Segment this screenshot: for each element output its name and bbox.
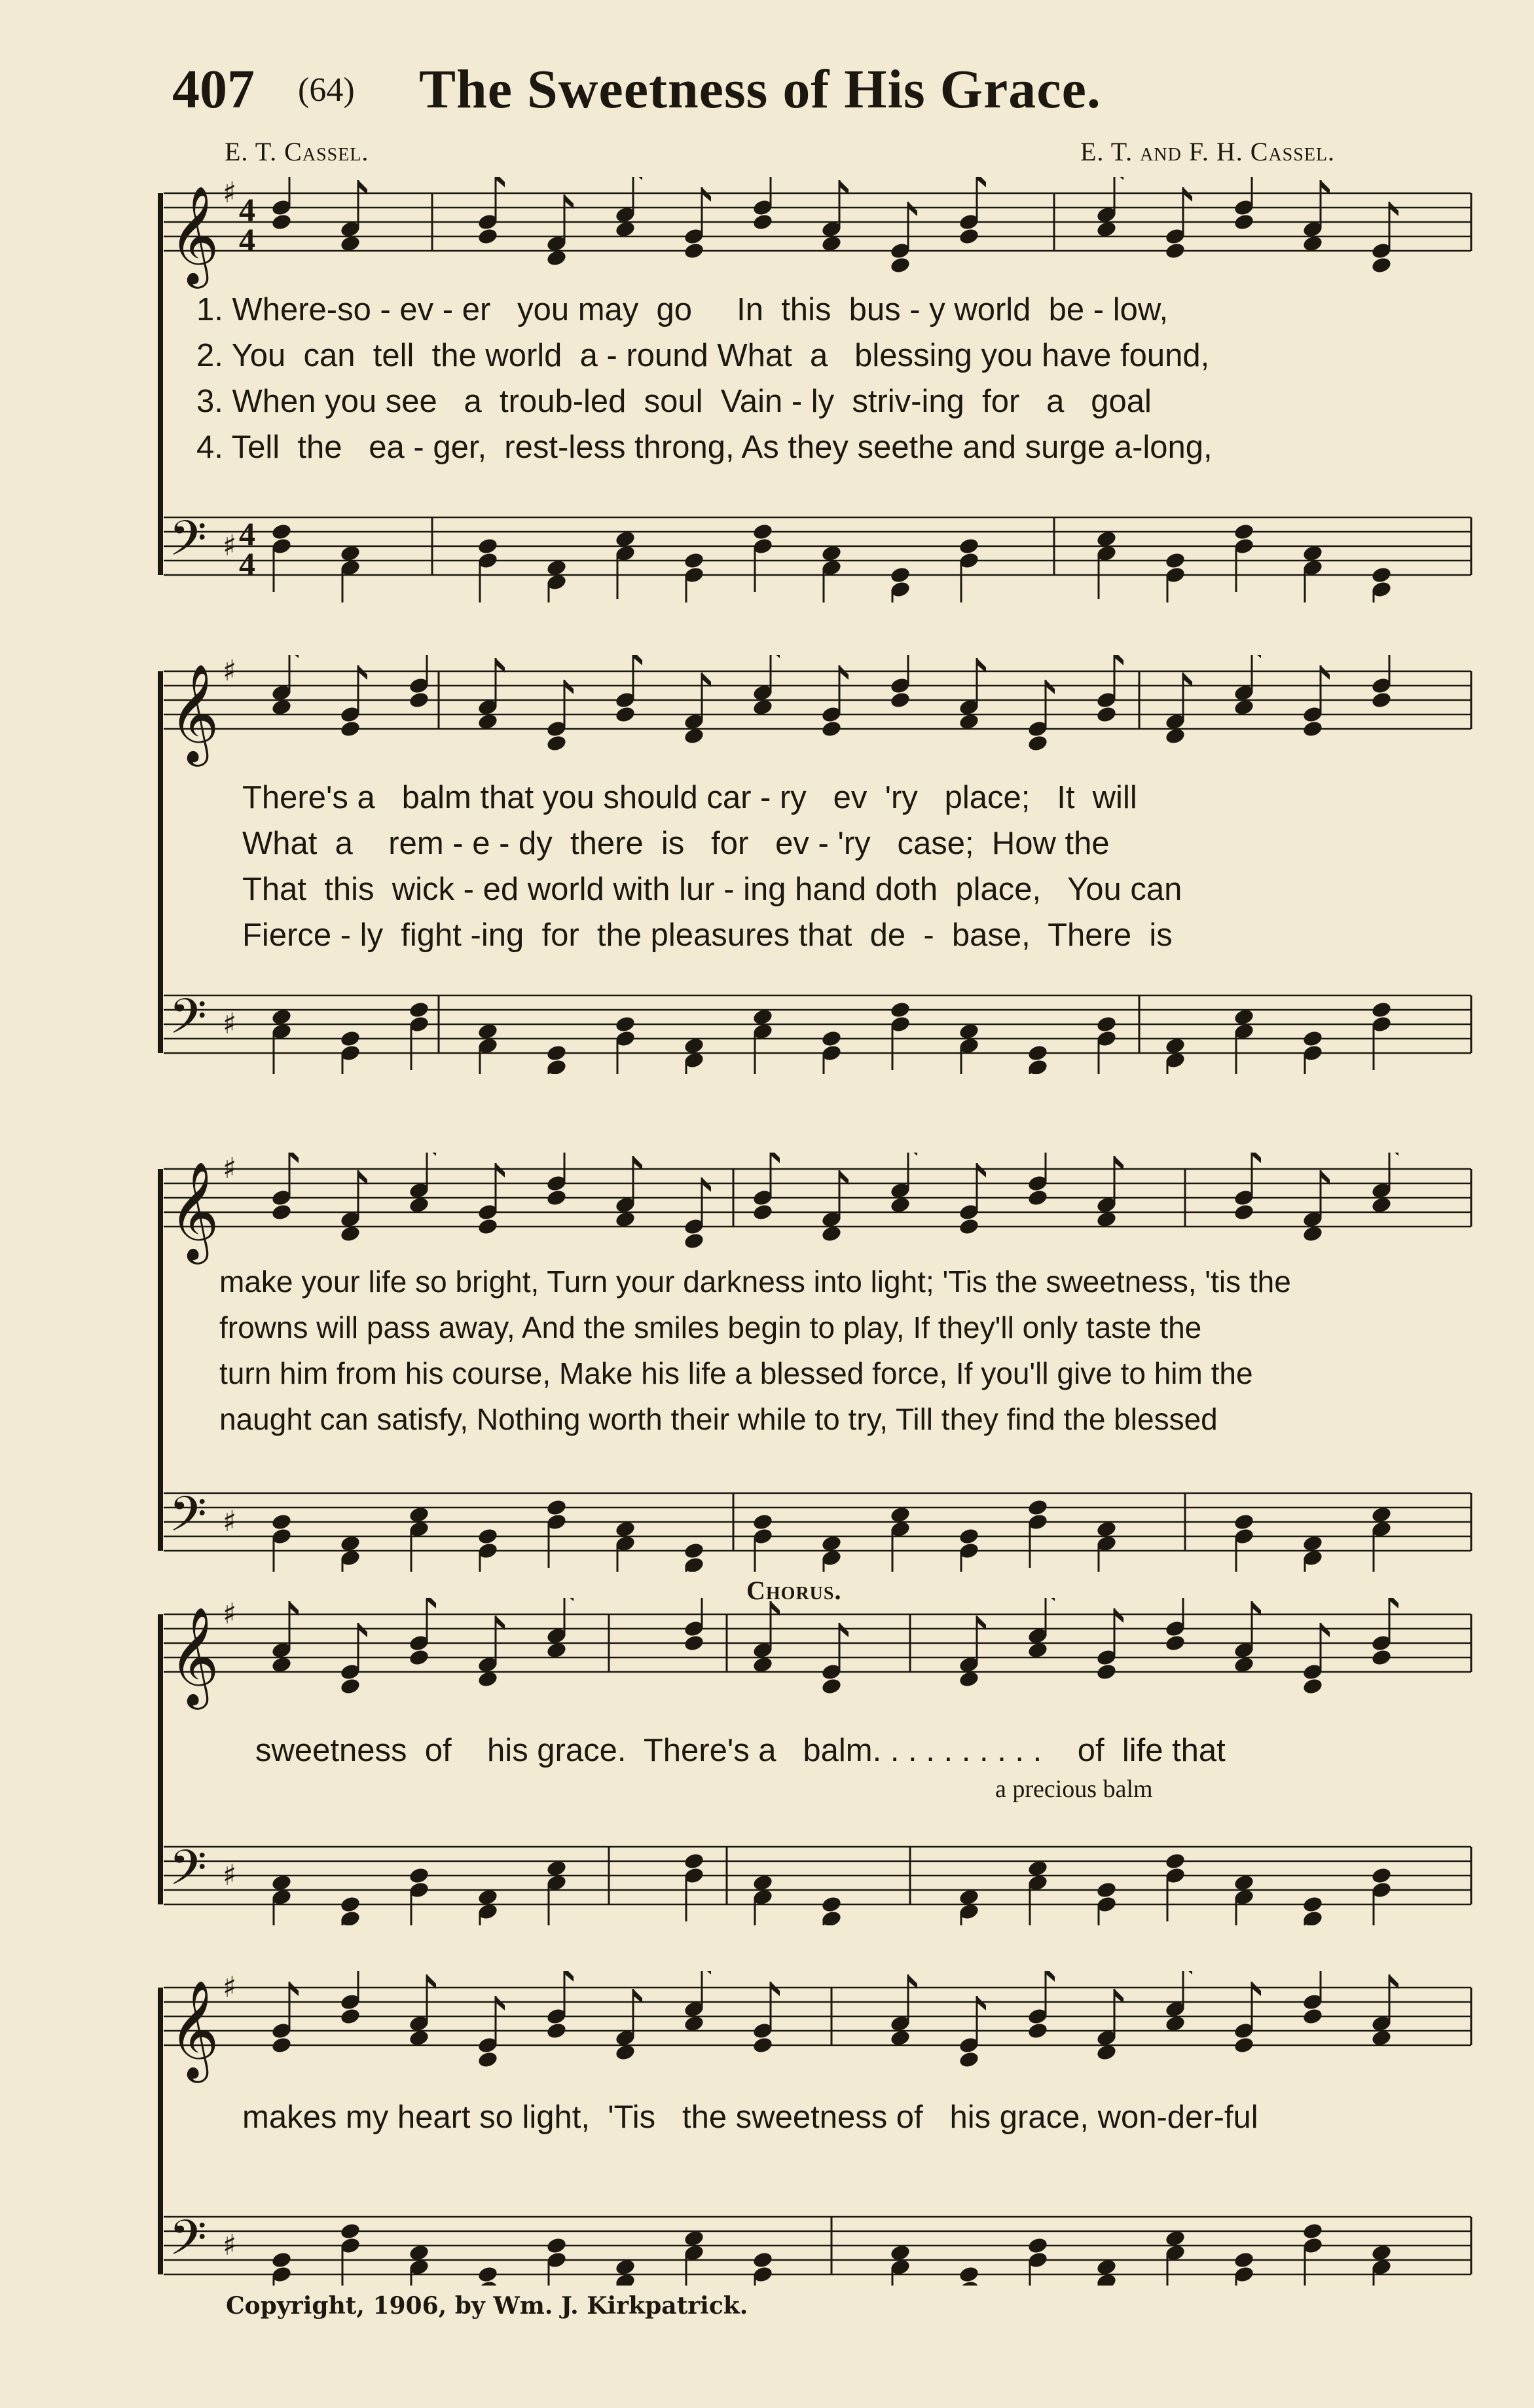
music-system-3 <box>157 1153 1474 1572</box>
note-chord <box>1164 1852 1186 1921</box>
note-chord <box>1370 1974 1398 2047</box>
note-chord <box>752 1153 780 1221</box>
lyric-line-2: frowns will pass away, And the smiles begin to play, If they'll only taste the <box>219 1310 1202 1344</box>
note-chord <box>1233 1513 1254 1572</box>
note-chord <box>1164 1037 1186 1074</box>
page-number: (64) <box>298 71 355 109</box>
lyric-line-1: 1. Where-so - ev - er you may go In this bus - y world be - low, <box>196 292 1169 327</box>
treble-clef: 𝄞 <box>169 663 219 762</box>
note-chord <box>683 187 711 260</box>
note-chord <box>1302 1029 1323 1074</box>
note-chord <box>545 1044 567 1074</box>
note-chord <box>1302 2222 1323 2286</box>
key-signature-sharp: ♯ <box>223 1007 237 1041</box>
note-chord <box>477 1527 498 1572</box>
note-chord <box>339 2222 361 2286</box>
note-chord <box>889 566 911 602</box>
note-chord <box>1233 1982 1261 2054</box>
note-chord <box>408 655 436 709</box>
note-chord <box>270 1982 299 2054</box>
note-chord <box>270 523 292 592</box>
note-chord <box>889 1001 911 1070</box>
key-signature-sharp: ♯ <box>223 1859 237 1892</box>
note-chord <box>958 658 986 731</box>
music-system-5 <box>157 1971 1474 2286</box>
key-signature-sharp: ♯ <box>223 1505 237 1538</box>
time-signature-top: 4 <box>239 191 255 228</box>
note-chord <box>614 1989 642 2062</box>
note-chord <box>958 177 986 246</box>
note-chord <box>820 1534 842 1572</box>
treble-staff <box>164 177 1471 289</box>
music-system-2 <box>157 655 1474 1074</box>
note-chord <box>1302 1534 1323 1572</box>
note-chord <box>408 1598 436 1667</box>
key-signature-sharp: ♯ <box>223 1971 237 2004</box>
lyric-line-4: naught can satisfy, Nothing worth their while to try, Till they find the blessed <box>219 1402 1218 1436</box>
hymn-title: The Sweetness of His Grace. <box>419 59 1101 120</box>
lyric-line-3: 3. When you see a troub-led soul Vain - ly striv-ing for a goal <box>196 384 1152 419</box>
note-chord <box>477 2265 498 2286</box>
composer-credit: E. T. and F. H. Cassel. <box>1080 137 1336 166</box>
key-signature-sharp: ♯ <box>223 655 237 688</box>
note-chord <box>889 202 917 274</box>
note-chord <box>477 1888 498 1925</box>
note-chord <box>477 1996 505 2069</box>
note-chord <box>339 1534 361 1572</box>
note-chord <box>1027 1971 1055 2040</box>
note-chord <box>339 665 367 738</box>
note-chord <box>1302 1623 1330 1695</box>
bass-clef: 𝄢 <box>169 1840 207 1908</box>
note-chord <box>614 1015 636 1074</box>
note-chord <box>1027 1498 1048 1568</box>
note-chord <box>545 559 567 602</box>
note-chord <box>889 2244 911 2286</box>
note-chord <box>1302 180 1330 253</box>
note-chord <box>820 665 849 738</box>
note-chord <box>270 1008 292 1074</box>
note-chord <box>1095 530 1117 599</box>
note-chord <box>958 1888 979 1925</box>
music-system-4 <box>157 1598 1474 1925</box>
note-chord <box>1302 544 1323 602</box>
note-chord <box>1164 551 1186 602</box>
note-chord <box>889 655 917 709</box>
staff-notation <box>157 655 1474 1074</box>
note-chord <box>1233 2251 1254 2286</box>
note-chord <box>614 1156 642 1229</box>
note-chord <box>958 1996 986 2069</box>
note-chord <box>1027 1859 1048 1925</box>
note-chord <box>339 1971 367 2026</box>
note-chord <box>614 1520 636 1572</box>
treble-clef: 𝄞 <box>169 1606 219 1705</box>
note-chord <box>958 1163 986 1236</box>
treble-staff <box>164 1153 1471 1265</box>
note-chord <box>683 673 711 745</box>
note-chord <box>683 1037 704 1074</box>
note-chord <box>614 2258 636 2286</box>
note-chord <box>339 1170 367 1243</box>
note-chord <box>752 1601 780 1674</box>
note-chord <box>958 1616 986 1688</box>
note-chord <box>545 1153 574 1207</box>
treble-staff <box>164 1971 1471 2083</box>
note-chord <box>477 537 498 602</box>
music-system-1 <box>157 177 1474 602</box>
note-chord <box>270 1601 299 1674</box>
treble-clef: 𝄞 <box>169 185 219 284</box>
note-chord <box>270 1153 299 1221</box>
copyright-notice: Copyright, 1906, by Wm. J. Kirkpatrick. <box>226 2292 748 2320</box>
note-chord <box>545 1971 574 2040</box>
bass-clef: 𝄢 <box>169 1486 207 1555</box>
note-chord <box>1164 673 1192 745</box>
bass-clef: 𝄢 <box>169 510 207 579</box>
bass-staff <box>164 2210 1471 2286</box>
note-chord <box>683 1177 711 1250</box>
note-chord <box>477 1163 505 1236</box>
note-chord <box>1302 1971 1330 2026</box>
note-chord <box>270 2251 292 2286</box>
note-chord <box>1370 2244 1392 2286</box>
note-chord <box>1095 2258 1117 2286</box>
note-chord <box>408 1866 429 1925</box>
bass-staff <box>164 510 1471 602</box>
bass-staff <box>164 1840 1471 1925</box>
note-chord <box>1095 1881 1117 1925</box>
note-chord <box>752 1982 780 2054</box>
note-chord <box>408 2244 429 2286</box>
lyric-line-1: There's a balm that you should car - ry ev 'ry place; It will <box>242 780 1137 815</box>
note-chord <box>958 2265 979 2286</box>
note-chord <box>1095 1015 1117 1074</box>
key-signature-sharp: ♯ <box>223 2229 237 2262</box>
note-chord <box>1027 680 1055 752</box>
lyric-line-2: What a rem - e - dy there is for ev - 'ry case; How the <box>242 826 1110 861</box>
note-chord <box>477 1616 505 1688</box>
note-chord <box>1370 655 1398 709</box>
note-chord <box>1233 1601 1261 1674</box>
note-chord <box>545 1859 567 1925</box>
note-chord <box>1233 523 1254 592</box>
note-chord <box>752 523 773 592</box>
note-chord <box>339 1895 361 1925</box>
note-chord <box>339 544 361 602</box>
hymn-number: 407 <box>172 59 255 120</box>
note-chord <box>614 530 636 599</box>
treble-clef: 𝄞 <box>169 1979 219 2079</box>
note-chord <box>820 1895 842 1925</box>
lyric-line-4: Fierce - ly fight -ing for the pleasures that de - base, There is <box>242 917 1173 953</box>
note-chord <box>270 177 299 231</box>
note-chord <box>545 680 574 752</box>
note-chord <box>1095 1608 1123 1681</box>
note-chord <box>1302 1895 1323 1925</box>
note-chord <box>1233 1153 1261 1221</box>
note-chord <box>408 1974 436 2047</box>
note-chord <box>683 1598 711 1652</box>
note-chord <box>1164 2229 1186 2286</box>
note-chord <box>752 1874 773 1925</box>
note-chord <box>1370 1506 1392 1572</box>
note-chord <box>752 2251 773 2286</box>
note-chord <box>889 1506 911 1572</box>
note-chord <box>820 1170 849 1243</box>
treble-staff <box>164 1598 1471 1710</box>
note-chord <box>1370 1598 1398 1667</box>
note-chord <box>1370 202 1398 274</box>
note-chord <box>614 655 642 724</box>
note-chord <box>1233 1008 1254 1074</box>
key-signature-sharp: ♯ <box>223 177 237 210</box>
note-chord <box>820 180 849 253</box>
note-chord <box>752 177 780 231</box>
time-signature-bottom: 4 <box>239 221 255 258</box>
lyric-line-1: sweetness of his grace. There's a balm. . . . . . . . . . of life that <box>255 1733 1226 1768</box>
note-chord <box>752 1008 773 1074</box>
note-chord <box>1370 566 1392 602</box>
note-chord <box>1095 1520 1117 1572</box>
note-chord <box>1095 655 1123 724</box>
note-chord <box>1095 1156 1123 1229</box>
note-chord <box>408 1001 429 1070</box>
note-chord <box>270 1513 292 1572</box>
note-chord <box>339 1029 361 1074</box>
note-chord <box>408 1506 429 1572</box>
note-chord <box>477 658 505 731</box>
note-chord <box>339 1623 367 1695</box>
note-chord <box>1164 187 1192 260</box>
key-signature-sharp: ♯ <box>223 1153 237 1185</box>
lyric-line-3: turn him from his course, Make his life a blessed force, If you'll give to him the <box>219 1356 1253 1390</box>
note-chord <box>958 537 979 602</box>
note-chord <box>683 1852 704 1921</box>
key-signature-sharp: ♯ <box>223 1598 237 1631</box>
note-chord <box>1370 1866 1392 1925</box>
note-chord <box>820 1029 842 1074</box>
lyric-line-2: 2. You can tell the world a - round What a blessing you have found, <box>196 338 1210 373</box>
note-chord <box>1027 1153 1055 1207</box>
note-chord <box>958 1527 979 1572</box>
note-chord <box>1370 1001 1392 1070</box>
time-signature-bottom: 4 <box>239 546 255 582</box>
note-chord <box>545 1498 567 1568</box>
note-chord <box>820 1623 849 1695</box>
key-signature-sharp: ♯ <box>223 529 237 563</box>
bass-clef: 𝄢 <box>169 2210 207 2278</box>
note-chord <box>477 177 505 246</box>
note-chord <box>752 1513 773 1572</box>
chorus-annotation: a precious balm <box>995 1775 1153 1803</box>
note-chord <box>1027 1044 1048 1074</box>
chorus-label: Chorus. <box>746 1576 842 1605</box>
lyric-line-3: That this wick - ed world with lur - ing hand doth place, You can <box>242 872 1182 907</box>
note-chord <box>958 1022 979 1074</box>
treble-clef: 𝄞 <box>169 1160 219 1260</box>
note-chord <box>339 180 367 253</box>
bass-staff <box>164 988 1471 1074</box>
lyric-line-1: make your life so bright, Turn your darkness into light; 'Tis the sweetness, 'tis the <box>219 1265 1291 1299</box>
lyric-line-1: makes my heart so light, 'Tis the sweetness of his grace, won-der-ful <box>242 2100 1258 2135</box>
time-signature-top: 4 <box>239 515 255 552</box>
note-chord <box>889 1974 917 2047</box>
note-chord <box>683 2229 704 2286</box>
bass-clef: 𝄢 <box>169 988 207 1057</box>
note-chord <box>545 2236 567 2286</box>
note-chord <box>477 1022 498 1074</box>
note-chord <box>1233 177 1261 231</box>
note-chord <box>683 1542 704 1572</box>
treble-staff <box>164 655 1471 767</box>
note-chord <box>1302 665 1330 738</box>
note-chord <box>683 551 704 602</box>
lyric-line-4: 4. Tell the ea - ger, rest-less throng, As they seethe and surge a-long, <box>196 430 1213 465</box>
note-chord <box>1233 1874 1254 1925</box>
note-chord <box>545 194 574 267</box>
bass-staff <box>164 1486 1471 1572</box>
note-chord <box>1164 1598 1192 1652</box>
note-chord <box>1302 1170 1330 1243</box>
note-chord <box>1095 1989 1123 2062</box>
note-chord <box>1027 2236 1048 2286</box>
note-chord <box>820 544 842 602</box>
lyricist-credit: E. T. Cassel. <box>225 137 369 166</box>
note-chord <box>270 1874 292 1925</box>
